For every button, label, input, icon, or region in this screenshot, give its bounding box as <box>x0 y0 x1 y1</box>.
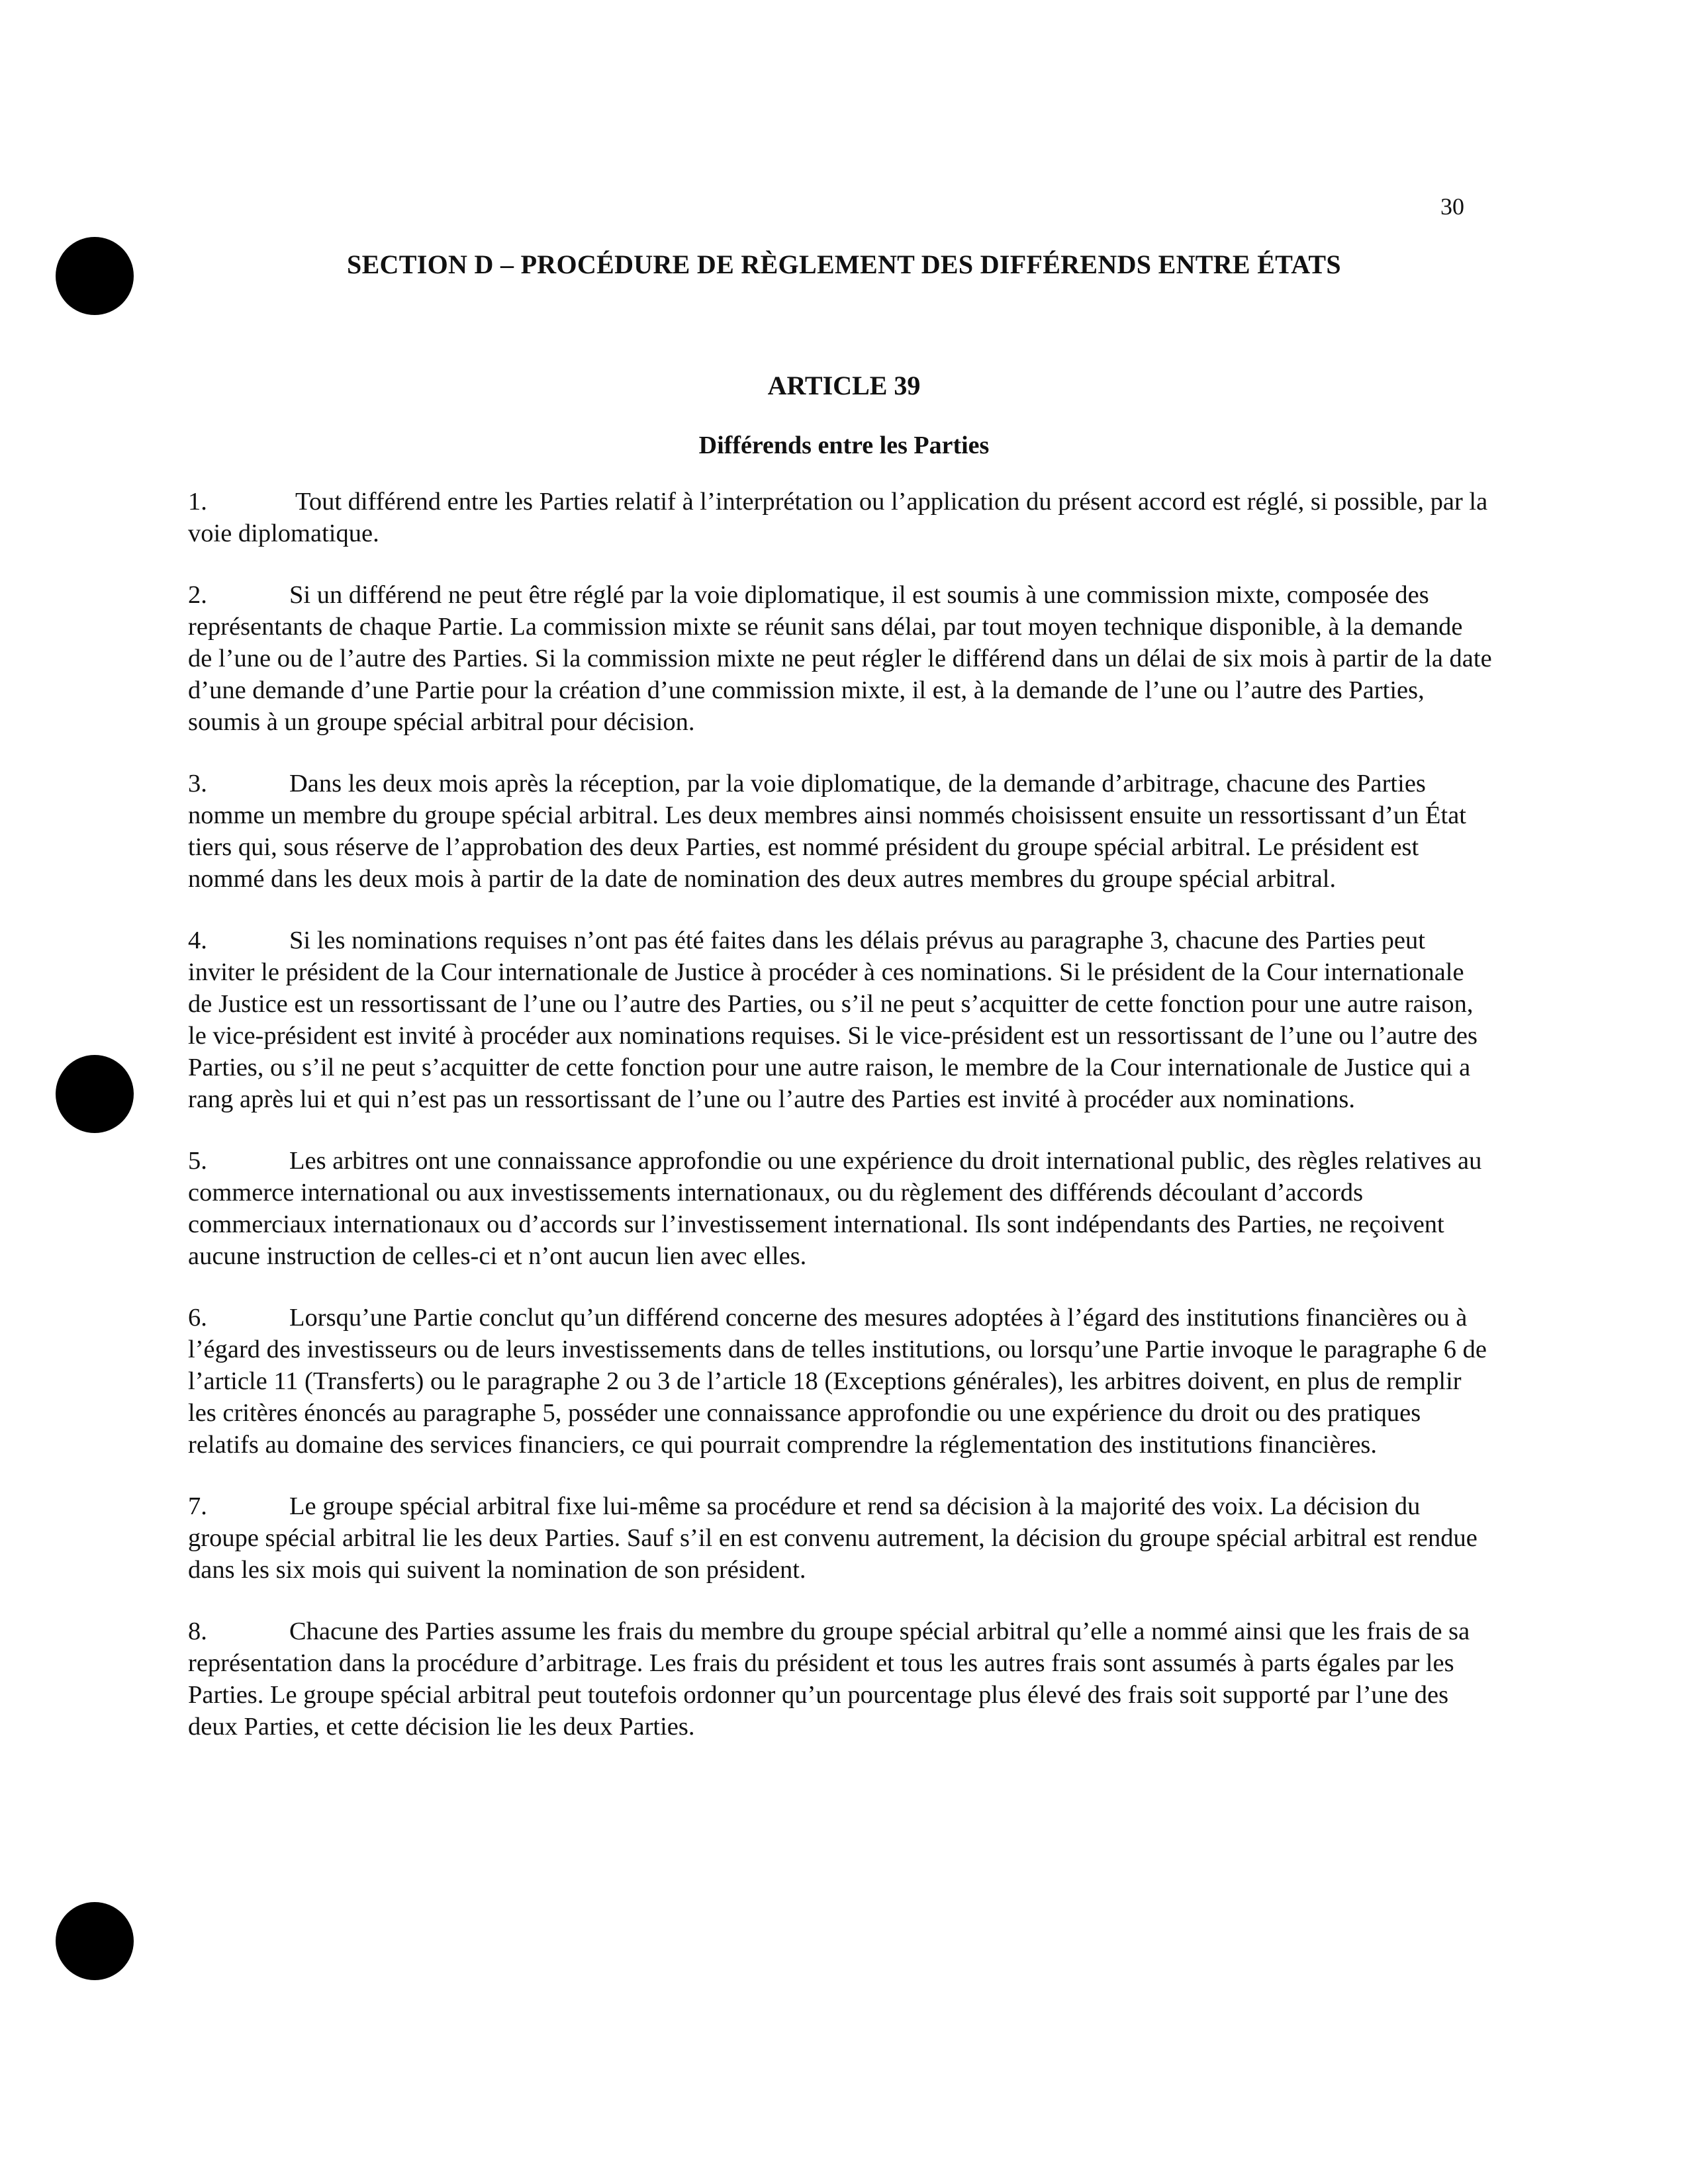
paragraph-text: Le groupe spécial arbitral fixe lui-même sa procédure et rend sa décision à la majorité des voix. La décision du groupe spécial arbitral lie les deux Parties. Sauf s’il en est convenu autrement, la décision du groupe spécial arbitral est rendue dans les six mois qui suivent la nomination de son président. <box>188 1492 1477 1584</box>
article-subheading: Différends entre les Parties <box>698 432 990 459</box>
paragraph-number: 2. <box>188 581 207 609</box>
paragraph-text: Dans les deux mois après la réception, par la voie diplomatique, de la demande d’arbitrage, chacune des Parties nomme un membre du groupe spécial arbitral. Les deux membres ainsi nommés choisissent ensuite un ressortissant d’un État tiers qui, sous réserve de l’approbation des deux Parties, est nommé président du groupe spécial arbitral. Le président est nommé dans les deux mois à partir de la date de nomination des deux autres membres du groupe spécial arbitral. <box>188 770 1466 893</box>
page-number: 30 <box>1440 193 1464 220</box>
paragraph-1 <box>188 486 1492 549</box>
paragraph-text: Les arbitres ont une connaissance approfondie ou une expérience du droit international public, des règles relatives au commerce international ou aux investissements internationaux, ou du règlement des différends découlant d’accords commerciaux internationaux ou d’accords sur l’investissement international. Ils sont indépendants des Parties, ne reçoivent aucune instruction de celles-ci et n’ont aucun lien avec elles. <box>188 1147 1482 1270</box>
article-heading: ARTICLE 39 <box>767 371 921 400</box>
paragraph-text: Tout différend entre les Parties relatif à l’interprétation ou l’application du présent accord est réglé, si possible, par la voie diplomatique. <box>188 488 1488 547</box>
paragraph-number: 5. <box>188 1147 207 1175</box>
paragraph-4 <box>188 925 1492 1115</box>
paragraph-2 <box>188 579 1492 738</box>
paragraph-5 <box>188 1145 1492 1272</box>
paragraph-text: Lorsqu’une Partie conclut qu’un différend concerne des mesures adoptées à l’égard des institutions financières ou à l’égard des investisseurs ou de leurs investissements dans de telles institutions, ou lorsqu’une Partie invoque le paragraphe 6 de l’article 11 (Transferts) ou le paragraphe 2 ou 3 de l’article 18 (Exceptions générales), les arbitres doivent, en plus de remplir les critères énoncés au paragraphe 5, posséder une connaissance approfondie ou une expérience du droit ou des pratiques relatifs au domaine des services financiers, ce qui pourrait comprendre la réglementation des institutions financières. <box>188 1304 1487 1459</box>
paragraph-7 <box>188 1490 1492 1586</box>
article-body <box>188 486 1492 1772</box>
paragraph-number: 4. <box>188 927 207 954</box>
section-heading: SECTION D – PROCÉDURE DE RÈGLEMENT DES DIFFÉRENDS ENTRE ÉTATS <box>347 250 1341 279</box>
paragraph-text: Si un différend ne peut être réglé par la voie diplomatique, il est soumis à une commission mixte, composée des représentants de chaque Partie. La commission mixte se réunit sans délai, par tout moyen technique disponible, à la demande de l’une ou de l’autre des Parties. Si la commission mixte ne peut régler le différend dans un délai de six mois à partir de la date d’une demande d’une Partie pour la création d’une commission mixte, il est, à la demande de l’une ou l’autre des Parties, soumis à un groupe spécial arbitral pour décision. <box>188 581 1492 736</box>
paragraph-number: 1. <box>188 488 207 516</box>
paragraph-number: 6. <box>188 1304 207 1332</box>
paragraph-text: Si les nominations requises n’ont pas été faites dans les délais prévus au paragraphe 3, chacune des Parties peut inviter le président de la Cour internationale de Justice à procéder à ces nominations. Si le président de la Cour internationale de Justice est un ressortissant de l’une ou l’autre des Parties, ou s’il ne peut s’acquitter de cette fonction pour une autre raison, le vice-président est invité à procéder aux nominations requises. Si le vice-président est un ressortissant de l’une ou l’autre des Parties, ou s’il ne peut s’acquitter de cette fonction pour une autre raison, le membre de la Cour internationale de Justice qui a rang après lui et qui n’est pas un ressortissant de l’une ou l’autre des Parties est invité à procéder aux nominations. <box>188 927 1477 1113</box>
punch-hole-middle <box>56 1055 134 1133</box>
paragraph-number: 3. <box>188 770 207 797</box>
paragraph-6 <box>188 1302 1492 1461</box>
paragraph-3 <box>188 768 1492 895</box>
paragraph-text: Chacune des Parties assume les frais du membre du groupe spécial arbitral qu’elle a nommé ainsi que les frais de sa représentation dans la procédure d’arbitrage. Les frais du président et tous les autres frais sont assumés à parts égales par les Parties. Le groupe spécial arbitral peut toutefois ordonner qu’un pourcentage plus élevé des frais soit supporté par l’une des deux Parties, et cette décision lie les deux Parties. <box>188 1617 1470 1741</box>
punch-hole-bottom <box>56 1902 134 1980</box>
paragraph-number: 8. <box>188 1617 207 1645</box>
paragraph-number: 7. <box>188 1492 207 1520</box>
paragraph-8 <box>188 1615 1492 1743</box>
